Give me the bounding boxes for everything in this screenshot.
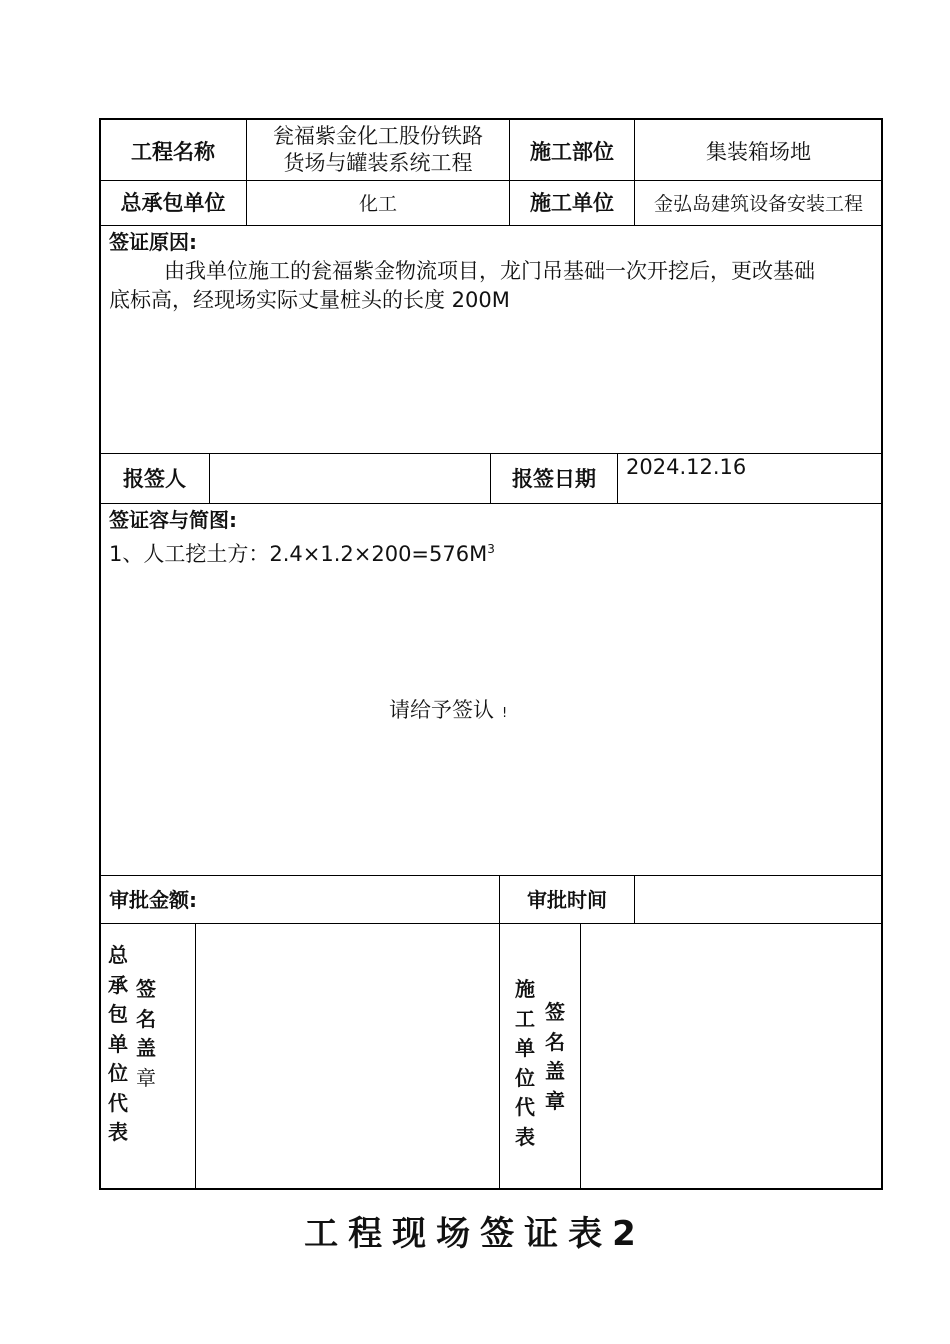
content-item: [109, 535, 495, 568]
reason-text-line: 底标高，经现场实际丈量桩头的长度 200M: [109, 288, 510, 312]
report-date-label: 报签日期: [512, 467, 596, 491]
construction-unit-seal-label: 签 名 盖 章: [545, 1000, 565, 1113]
row-divider: [99, 180, 883, 181]
general-contractor-label: 总承包单位: [120, 191, 226, 215]
column-divider: [617, 453, 618, 503]
general-contractor-representative-label: 总 承 包 单 位 代 表: [108, 943, 128, 1144]
report-date-value: 2024.12.16: [626, 455, 747, 479]
site-part-value: 集装箱场地: [706, 140, 811, 164]
construction-unit-label: 施工单位: [530, 191, 614, 215]
row-divider: [99, 923, 883, 924]
general-contractor-value: 化工: [358, 193, 397, 215]
project-name-line: 货场与罐装系统工程: [283, 151, 473, 175]
row-divider: [99, 503, 883, 504]
project-name-label: 工程名称: [131, 140, 215, 164]
column-divider: [195, 923, 196, 1189]
project-name-value: [247, 123, 509, 177]
content-item-text: 1、人工挖土方：2.4×1.2×200=576M: [109, 542, 488, 566]
row-divider: [99, 453, 883, 454]
project-name-line: 瓮福紫金化工股份铁路: [273, 124, 483, 148]
general-contractor-seal-label: 签 名 盖 章: [136, 977, 156, 1090]
document-title: 工程现场签证表2: [304, 1214, 646, 1254]
construction-unit-value: 金弘岛建筑设备安装工程: [653, 193, 863, 215]
row-divider: [99, 225, 883, 226]
approval-time-label: 审批时间: [527, 888, 607, 912]
reporter-label: 报签人: [123, 467, 186, 491]
reason-label: 签证原因:: [109, 230, 197, 254]
content-item-superscript: 3: [487, 542, 495, 556]
request-sign-label: 请给予签认: [389, 698, 494, 722]
reason-text-line: 由我单位施工的瓮福紫金物流项目，龙门吊基础一次开挖后，更改基础: [164, 259, 815, 283]
column-divider: [499, 923, 500, 1189]
row-divider: [99, 875, 883, 876]
construction-unit-representative-label: 施 工 单 位 代 表: [515, 977, 535, 1149]
column-divider: [580, 923, 581, 1189]
site-part-label: 施工部位: [530, 140, 614, 164]
request-sign-mark: !: [502, 706, 508, 721]
approval-amount-label: 审批金额:: [109, 888, 197, 912]
request-sign-text: [389, 696, 507, 728]
content-label: 签证容与简图:: [109, 508, 237, 532]
column-divider: [634, 875, 635, 923]
column-divider: [209, 453, 210, 503]
